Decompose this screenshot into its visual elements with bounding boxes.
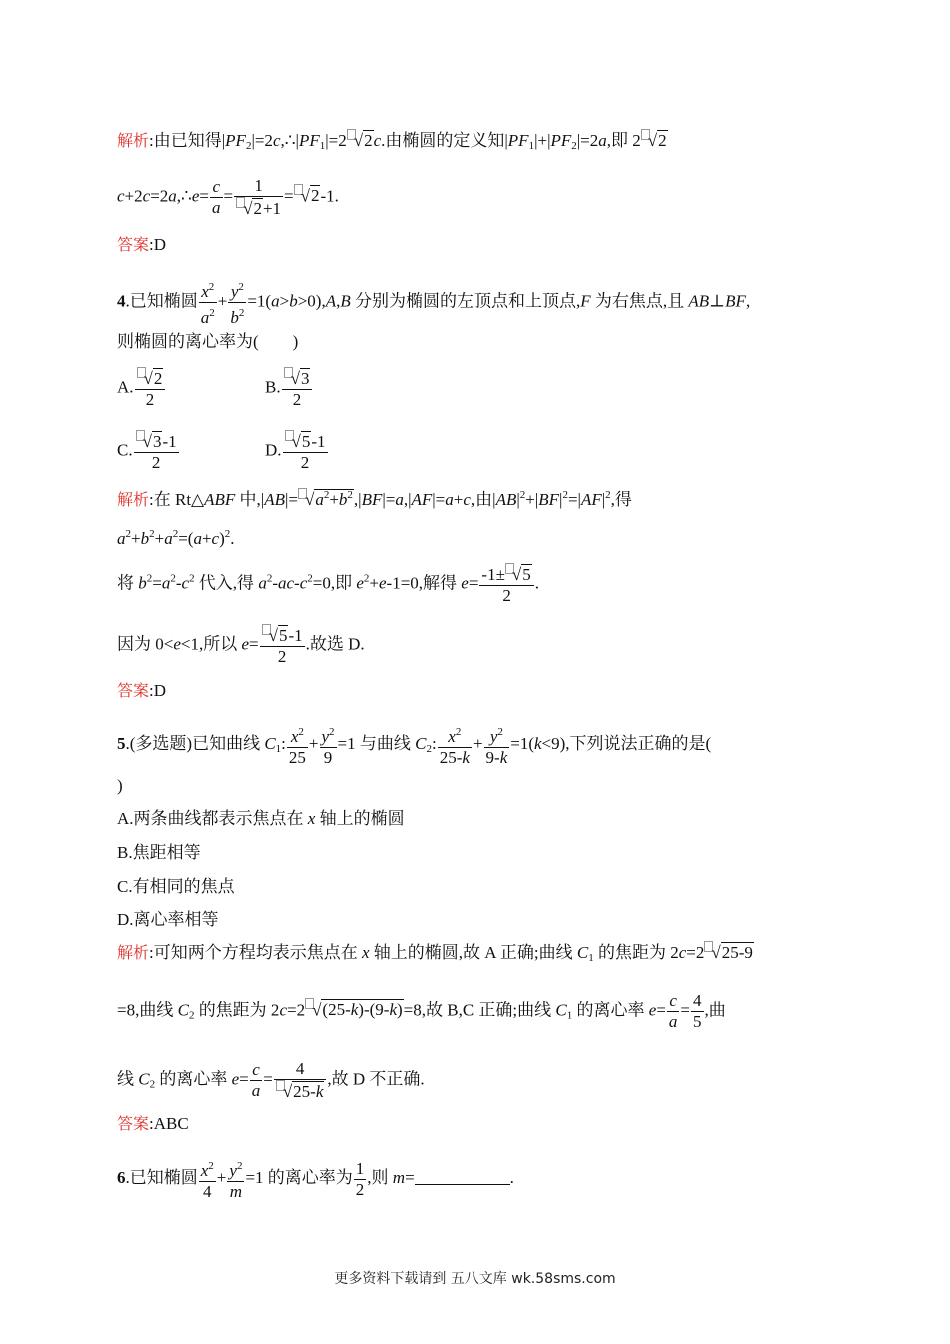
q5-analysis-line2: =8,曲线 $C_2$ 的焦距为 2c=2 √(25-k)-(9-k)=8,故 B,C 正确;曲线 $C_1$ 的离心率 e= $\frac{c}{a}$ = $\frac{4}{5}$ ,曲 [117,991,726,1031]
q3-answer: 答案:D [117,235,167,254]
q4-option-a: A. $\frac{√2}{2}$ [117,367,166,410]
q4-option-b: B. $\frac{√3}{2}$ [265,367,313,410]
q4-stem-line2: 则椭圆的离心率为( ) [117,332,299,351]
q5-stem-line1: 5.(多选题)已知曲线 $C_1$: $\frac{x^2}{25}$ + $\frac{y^2}{9}$ =1 与曲线 $C_2$: $\frac{x^2}{25-k}$ + $\frac{y^2}{9-k}$ =1(k<9),下列说法正确的是( [117,722,711,768]
q5-option-a: A.两条曲线都表示焦点在 x 轴上的椭圆 [117,809,405,828]
q5-analysis-line3: 线 $C_2$ 的离心率 e= $\frac{c}{a}$ = $\frac{4}{√25-k}$ ,故 D 不正确. [117,1059,425,1101]
q4-option-d: D. $\frac{√5-1}{2}$ [265,432,326,472]
q5-stem-line2: ) [117,776,123,795]
answer-blank[interactable] [415,1168,510,1185]
analysis-label: 解析 [117,131,150,150]
q4-analysis-line1: 解析:在 Rt△ABF 中$,|AB|= √a^2+b^2,|BF|=a,|AF|=a+c$,由$|AB|^2+|BF|^2=|AF|^2$,得 [117,489,632,509]
q4-stem-line1: 4.已知椭圆 $\frac{x^2}{a^2}$ + $\frac{y^2}{b^2}$ =1(a>b>0),A,B 分别为椭圆的左顶点和上顶点,F 为右焦点,且 AB⊥BF, [117,277,750,328]
q5-analysis-line1: 解析:可知两个方程均表示焦点在 x 轴上的椭圆,故 A 正确;曲线 $C_1$ 的焦距为 2c=2 √25-9 [117,943,753,964]
footer-download-text: 更多资料下载请到 五八文库 wk.58sms.com [334,1271,616,1287]
q3-analysis-line1: 解析:由已知得$|PF_2|=2c,\therefore|PF_1|=2$ √2c.由椭圆的定义知$|PF_1|+|PF_2|=2a$,即 2 √2 [117,131,667,152]
q5-option-d: D.离心率相等 [117,910,219,929]
q4-analysis-line3: 将 $b^2=a^2-c^2$ 代入,得 $a^2-ac-c^2=0$,即 $e^2+e-1=0$,解得 e= $\frac{-1\pm √5}{2}$ . [117,565,540,605]
q5-answer: 答案:ABC [117,1114,189,1133]
q3-analysis-line2: c+2c=2a,∴e= $\frac{c}{a}$ = $\frac{1}{√2+1}$ = √2-1. [117,176,339,218]
q6-stem: 6.已知椭圆 $\frac{x^2}{4}$ + $\frac{y^2}{m}$ =1 的离心率为 $\frac{1}{2}$ ,则 m= . [117,1156,514,1202]
q4-option-c: C. $\frac{√3-1}{2}$ [117,432,177,472]
q5-option-b: B.焦距相等 [117,843,201,862]
q4-answer: 答案:D [117,681,167,700]
q5-option-c: C.有相同的焦点 [117,877,235,896]
q4-analysis-line4: 因为 0<e<1,所以 e= $\frac{√5-1}{2}$ .故选 D. [117,626,365,666]
q4-analysis-line2: $a^2+b^2+a^2=(a+c)^2$. [117,528,235,548]
